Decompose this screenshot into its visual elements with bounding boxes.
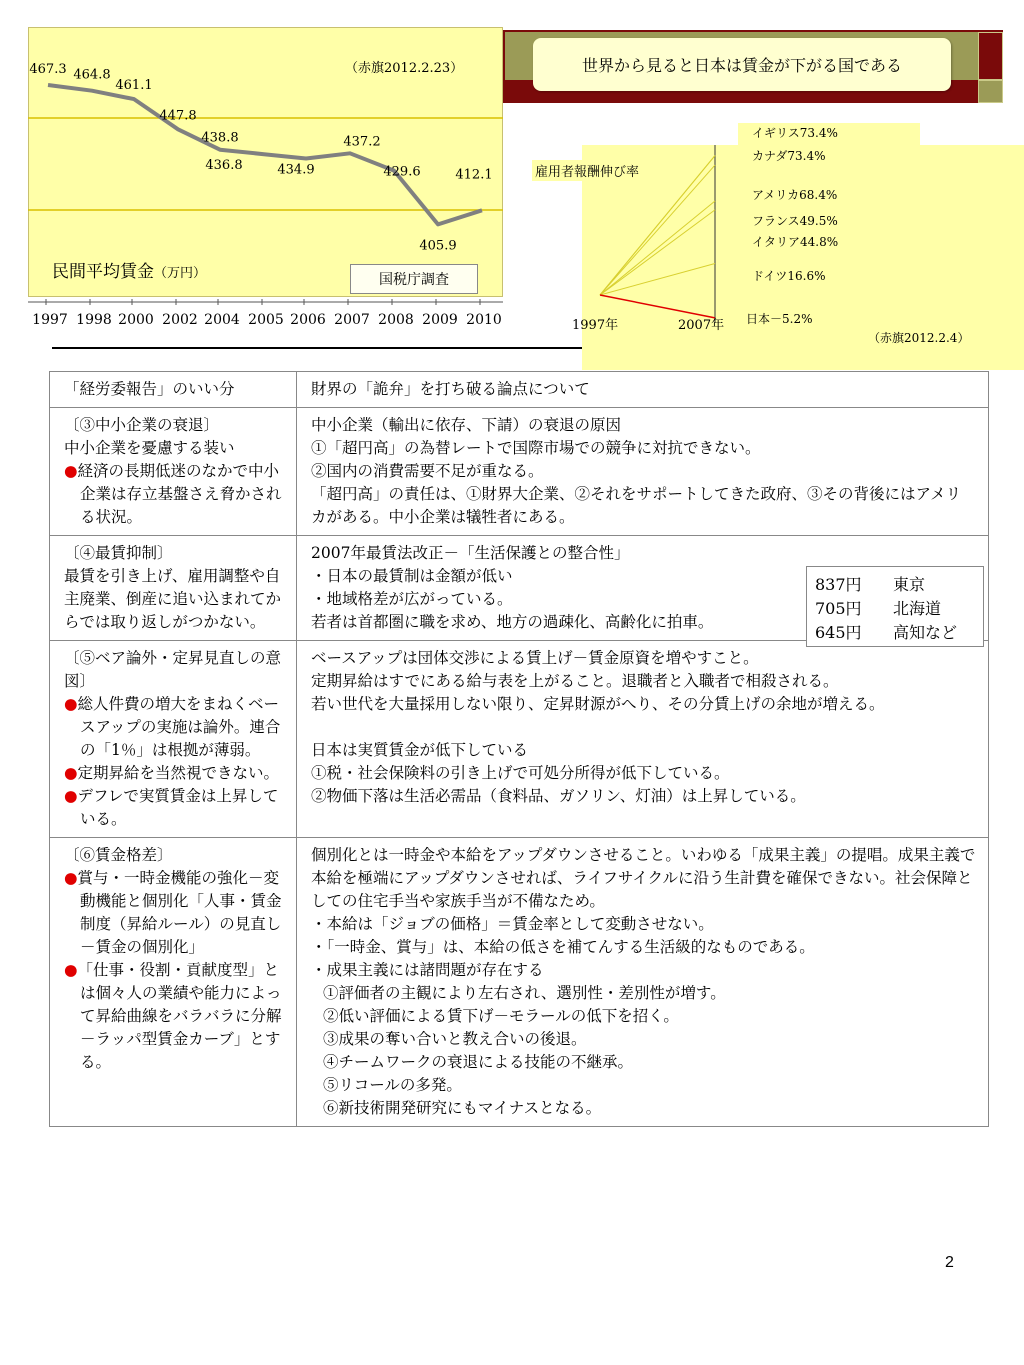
text-line — [311, 1051, 976, 1074]
text-line — [311, 959, 976, 982]
text: 〔⑥賃金格差〕 — [64, 846, 173, 864]
growth-series-line — [600, 295, 715, 318]
text-line — [311, 1005, 976, 1028]
text-line — [311, 542, 976, 565]
survey-source-box: 国税庁調査 — [350, 264, 478, 294]
text: ⑥新技術開発研究にもマイナスとなる。 — [323, 1099, 602, 1117]
rebuttal-table — [49, 371, 989, 1127]
text-line — [311, 1097, 976, 1120]
text: ③成果の奪い合いと教え合いの後退。 — [323, 1030, 587, 1048]
minimum-wage-amount: 645円 — [815, 623, 862, 642]
text: 〔⑤ベア論外・定昇見直しの意図〕 — [64, 649, 282, 690]
text: ・「一時金、賞与」は、本給の低さを補てんする生活級的なものである。 — [311, 938, 815, 956]
minimum-wage-row — [815, 573, 975, 597]
text: ④チームワークの衰退による技能の不継承。 — [323, 1053, 634, 1071]
growth-chart-source: （赤旗2012.2.4） — [868, 331, 970, 345]
text: 最賃を引き上げ、雇用調整や自主廃業、倒産に追い込まれてからでは取り返しがつかない。 — [64, 567, 282, 631]
text: デフレで実質賃金は上昇している。 — [77, 787, 279, 828]
divider — [52, 347, 582, 349]
claim-cell — [50, 536, 297, 641]
wage-chart-source: （赤旗2012.2.23） — [345, 61, 464, 76]
text: ⑤リコールの多発。 — [323, 1076, 462, 1094]
text-line — [64, 844, 284, 867]
wage-x-tick-label: 2005 — [248, 312, 284, 328]
minimum-wage-region: 北海道 — [893, 599, 942, 618]
wage-data-label: 467.3 — [29, 62, 67, 77]
growth-chart-ylabel: 雇用者報酬伸び率 — [532, 160, 642, 181]
text-line — [64, 565, 284, 634]
growth-series-line — [600, 210, 715, 295]
red-bullet-icon: ● — [64, 462, 78, 480]
growth-series-line — [600, 165, 715, 295]
wage-chart-title-text: 民間平均賃金 — [52, 262, 154, 282]
bullet-item — [64, 762, 284, 785]
text: 〔③中小企業の衰退〕 — [64, 416, 220, 434]
text-line — [311, 739, 976, 762]
text: ②低い評価による賃下げ－モラールの低下を招く。 — [323, 1007, 679, 1025]
wage-data-label: 412.1 — [455, 167, 493, 183]
wage-chart-x-axis — [28, 312, 508, 332]
text-line — [311, 647, 976, 670]
growth-series-line — [600, 263, 715, 295]
growth-series-label: イギリス73.4% — [752, 126, 838, 140]
wage-data-label: 464.8 — [73, 67, 111, 83]
growth-series-label: イタリア44.8% — [752, 235, 839, 249]
wage-x-tick-label: 2008 — [378, 312, 414, 328]
wage-data-label: 447.8 — [159, 108, 197, 124]
text: 2007年最賃法改正－「生活保護との整合性」 — [311, 544, 630, 562]
text: ・本給は「ジョブの価格」＝賃金率として変動させない。 — [311, 915, 714, 933]
wage-data-label: 437.2 — [343, 134, 381, 150]
wage-chart-unit: （万円） — [154, 266, 207, 281]
wage-data-label: 429.6 — [383, 164, 421, 180]
text: 中小企業（輸出に依存、下請）の衰退の原因 — [311, 416, 622, 434]
bullet-item — [64, 959, 284, 1074]
text-line — [64, 437, 284, 460]
text-line — [311, 483, 976, 529]
text-line — [311, 936, 976, 959]
text-line — [311, 1028, 976, 1051]
growth-series-label: 日本－5.2% — [746, 312, 813, 326]
red-bullet-icon: ● — [64, 869, 78, 887]
text-line — [311, 913, 976, 936]
text-line — [311, 670, 976, 693]
text: 「超円高」の責任は、①財界大企業、②それをサポートしてきた政府、③その背後にはアメリカがある。中小企業は犠牲者にある。 — [311, 485, 962, 526]
text: ・地域格差が広がっている。 — [311, 590, 513, 608]
wage-x-tick-label: 2004 — [204, 312, 240, 328]
growth-x-end: 2007年 — [678, 318, 725, 333]
wage-data-label: 436.8 — [205, 158, 243, 174]
text: 「仕事・役割・貢献度型」とは個々人の業績や能力によって昇給曲線をバラバラに分解－ラッパ型賃金カーブ」とする。 — [77, 961, 282, 1071]
bullet-item — [64, 693, 284, 762]
text-line — [64, 542, 284, 565]
wage-data-label: 434.9 — [277, 162, 315, 178]
growth-series-label: ドイツ16.6% — [752, 269, 826, 283]
text: 日本は実質賃金が低下している — [311, 741, 529, 759]
wage-chart-title — [52, 257, 206, 282]
text-line — [64, 647, 284, 693]
text-line — [311, 844, 976, 913]
text: 定期昇給はすでにある給与表を上がること。退職者と入職者で相殺される。 — [311, 672, 839, 690]
banner-decoration — [978, 32, 1003, 80]
text: 個別化とは一時金や本給をアップダウンさせること。いわゆる「成果主義」の提唱。成果主義で本給を極端にアップダウンさせれば、ライフサイクルに沿う生計費を確保できない。社会保障としての住宅手当や家族手当が不備なため。 — [311, 846, 976, 910]
red-bullet-icon: ● — [64, 764, 78, 782]
text-line — [311, 437, 976, 460]
text-line — [64, 414, 284, 437]
text: ①評価者の主観により左右され、選別性・差別性が増す。 — [323, 984, 726, 1002]
table-header-row — [50, 372, 989, 408]
table-row — [50, 641, 989, 838]
growth-line-chart — [572, 123, 1024, 370]
bullet-item — [64, 867, 284, 959]
text: 若い世代を大量採用しない限り、定昇財源がへり、その分賃上げの余地が増える。 — [311, 695, 885, 713]
wage-x-tick-label: 2010 — [466, 312, 502, 328]
text: ①税・社会保険料の引き上げで可処分所得が低下している。 — [311, 764, 730, 782]
text: ②物価下落は生活必需品（食料品、ガソリン、灯油）は上昇している。 — [311, 787, 806, 805]
growth-series-label: カナダ73.4% — [752, 149, 826, 163]
wage-x-tick-label: 2009 — [422, 312, 458, 328]
minimum-wage-amount: 705円 — [815, 599, 862, 618]
page-number: 2 — [945, 1254, 954, 1271]
wage-x-tick-label: 2006 — [290, 312, 326, 328]
red-bullet-icon: ● — [64, 695, 78, 713]
text-line — [311, 762, 976, 785]
text-line — [311, 460, 976, 483]
red-bullet-icon: ● — [64, 787, 78, 805]
text: ②国内の消費需要不足が重なる。 — [311, 462, 544, 480]
text-line — [311, 414, 976, 437]
growth-x-start: 1997年 — [572, 318, 619, 333]
banner-title: 世界から見ると日本は賃金が下がる国である — [533, 38, 951, 91]
text: ベースアップは団体交渉による賃上げ－賃金原資を増やすこと。 — [311, 649, 759, 667]
minimum-wage-region: 高知など — [893, 623, 958, 642]
minimum-wage-region: 東京 — [893, 575, 926, 594]
text: 総人件費の増大をまねくベースアップの実施は論外。連合の「1％」は根拠が薄弱。 — [77, 695, 281, 759]
text: 中小企業を憂慮する装い — [64, 439, 235, 457]
minimum-wage-amount: 837円 — [815, 575, 862, 594]
text: 賞与・一時金機能の強化－変動機能と個別化「人事・賃金制度（昇給ルール）の見直し－賃金の個別化」 — [77, 869, 282, 956]
wage-x-tick-label: 2000 — [118, 312, 154, 328]
bullet-item — [64, 460, 284, 529]
text: ・日本の最賃制は金額が低い — [311, 567, 513, 585]
rebuttal-cell — [297, 838, 989, 1127]
growth-series-label: フランス49.5% — [752, 214, 838, 228]
rebuttal-cell — [297, 641, 989, 838]
wage-x-tick-label: 1997 — [32, 312, 68, 328]
blank-line — [311, 716, 976, 739]
wage-series-line — [48, 85, 482, 224]
wage-data-label: 438.8 — [201, 130, 239, 146]
rebuttal-cell — [297, 408, 989, 536]
wage-x-tick-label: 2007 — [334, 312, 370, 328]
claim-cell — [50, 408, 297, 536]
header-left: 「経労委報告」のいい分 — [50, 372, 297, 408]
wage-data-label: 405.9 — [419, 238, 457, 254]
minimum-wage-box — [806, 566, 984, 647]
text: 若者は首都圏に職を求め、地方の過疎化、高齢化に拍車。 — [311, 613, 714, 631]
header-right: 財界の「詭弁」を打ち破る論点について — [297, 372, 989, 408]
wage-data-label: 461.1 — [115, 78, 153, 94]
table-row — [50, 838, 989, 1127]
text-line — [311, 1074, 976, 1097]
wage-x-tick-label: 2002 — [162, 312, 198, 328]
wage-x-tick-label: 1998 — [76, 312, 112, 328]
minimum-wage-row — [815, 621, 975, 645]
minimum-wage-row — [815, 597, 975, 621]
table-row — [50, 408, 989, 536]
bullet-item — [64, 785, 284, 831]
text: 定期昇給を当然視できない。 — [77, 764, 280, 782]
text-line — [311, 693, 976, 716]
claim-cell — [50, 641, 297, 838]
text: 〔④最賃抑制〕 — [64, 544, 173, 562]
text: ①「超円高」の為替レートで国際市場での競争に対抗できない。 — [311, 439, 761, 457]
text-line — [311, 982, 976, 1005]
text: ・成果主義には諸問題が存在する — [311, 961, 544, 979]
growth-series-line — [600, 201, 715, 295]
banner-decoration — [978, 80, 1003, 103]
text-line — [311, 785, 976, 808]
text: 経済の長期低迷のなかで中小企業は存立基盤さえ脅かされる状況。 — [77, 462, 282, 526]
growth-series-label: アメリカ68.4% — [752, 188, 838, 202]
claim-cell — [50, 838, 297, 1127]
red-bullet-icon: ● — [64, 961, 78, 979]
